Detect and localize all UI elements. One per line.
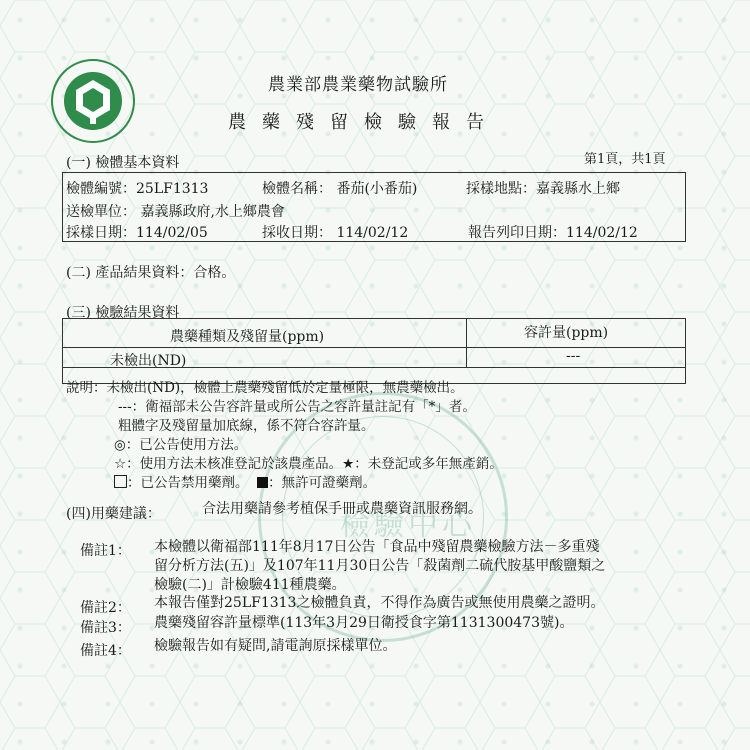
section3-title: (三) 檢驗結果資料	[66, 305, 180, 321]
note-nd: 說明：未檢出(ND)，檢體上農藥殘留低於定量極限，無農藥檢出。	[66, 380, 464, 396]
sample-no: 檢體編號：25LF1313	[66, 181, 209, 197]
star-outline-icon: ☆	[114, 456, 127, 472]
section2-title: (二) 產品結果資料：合格。	[66, 265, 236, 281]
sampling-location: 採樣地點：嘉義縣水上鄉	[466, 181, 620, 197]
note-bold: 粗體字及殘留量加底線，係不符合容許量。	[118, 418, 375, 434]
remark1-text: 本檢體以衛福部111年8月17日公告「食品中殘留農藥檢驗方法－多重殘 留分析方法(五)」及107年11月30日公告「殺菌劑二硫代胺基甲酸鹽類之 檢驗(二)」計檢驗411種農藥。	[154, 539, 606, 593]
table-header-tolerance: 容許量(ppm)	[524, 325, 609, 341]
section1-title: (一) 檢體基本資料	[66, 155, 180, 171]
table-header-pesticide: 農藥種類及殘留量(ppm)	[170, 329, 325, 345]
sampling-date: 採樣日期：114/02/05	[66, 225, 208, 241]
double-circle-icon: ◎	[114, 437, 126, 453]
stamp-text: 檢驗中心	[340, 508, 476, 543]
table-cell-result: 未檢出(ND)	[110, 353, 187, 369]
section4-title: (四)用藥建議：	[66, 506, 161, 522]
harvest-date: 採收日期： 114/02/12	[262, 225, 409, 241]
star-filled-icon: ★	[342, 456, 355, 472]
print-date: 報告列印日期：114/02/12	[468, 225, 638, 241]
report-title: 農藥殘留檢驗報告	[228, 112, 500, 133]
square-outline-icon	[114, 475, 127, 488]
section4-text: 合法用藥請參考植保手冊或農藥資訊服務網。	[202, 501, 482, 517]
sample-name: 檢體名稱： 番茄(小番茄)	[262, 181, 418, 197]
note-dashes: ---：衛福部未公告容許量或所公告之容許量註記有「*」者。	[118, 399, 476, 415]
note-square: ：已公告禁用藥劑。 ：無許可證藥劑。	[114, 471, 376, 491]
institute-logo-icon	[50, 58, 136, 144]
remark1-label: 備註1：	[80, 543, 131, 559]
square-filled-icon	[257, 477, 268, 488]
remark3-label: 備註3：	[80, 620, 131, 636]
remark2-text: 本報告僅對25LF1313之檢體負責，不得作為廣告或無使用農藥之證明。	[154, 595, 605, 611]
table-cell-tolerance: ---	[566, 348, 581, 364]
submitter: 送檢單位： 嘉義縣政府,水上鄉農會	[66, 204, 285, 220]
org-name: 農業部農業藥物試驗所	[268, 75, 448, 95]
remark2-label: 備註2：	[80, 600, 131, 616]
note-circle: ◎：已公告使用方法。	[114, 437, 248, 453]
remark3-text: 農藥殘留容許量標準(113年3月29日衛授食字第1131300473號)。	[154, 615, 574, 631]
remark4-label: 備註4：	[80, 643, 131, 659]
page-info: 第1頁，共1頁	[584, 152, 666, 167]
note-star: ☆：使用方法未核准登記於該農產品。★：未登記或多年無產銷。	[114, 456, 503, 472]
remark4-text: 檢驗報告如有疑問,請電詢原採樣單位。	[154, 638, 397, 654]
